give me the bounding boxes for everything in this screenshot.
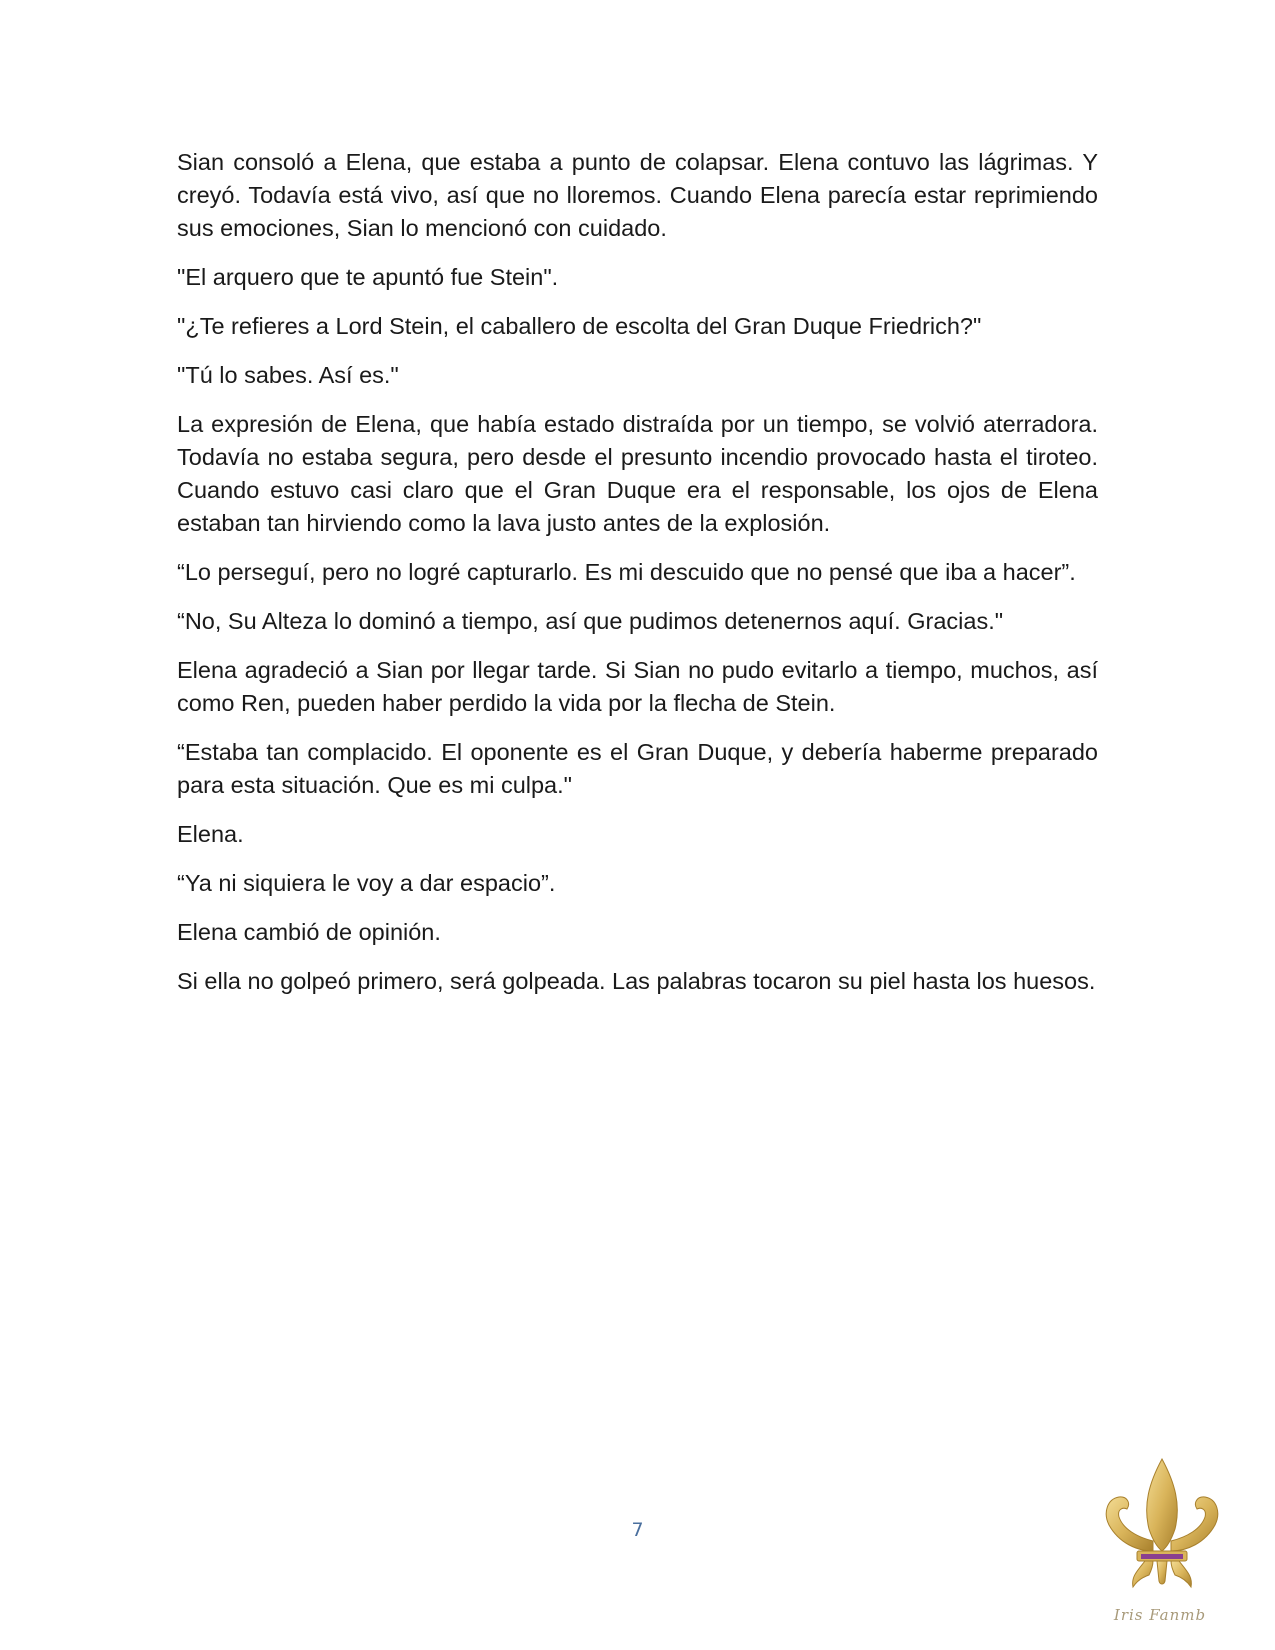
paragraph: Si ella no golpeó primero, será golpeada. Las palabras tocaron su piel hasta los huesos. [177,968,1096,994]
paragraph: Elena. [177,821,244,847]
paragraph: "Tú lo sabes. Así es." [177,362,399,388]
paragraph: La expresión de Elena, que había estado distraída por un tiempo, se volvió aterradora. Todavía no estaba segura, pero desde el presunto incendio provocado hasta el tiroteo. Cuando estuvo casi claro que el Gran Duque era el responsable, los ojos de Elena estaban tan hirviendo como la lava justo antes de la explosión. [177,411,1098,536]
paragraph: Elena agradeció a Sian por llegar tarde. Si Sian no pudo evitarlo a tiempo, muchos, así como Ren, pueden haber perdido la vida por la flecha de Stein. [177,657,1098,716]
paragraph: "El arquero que te apuntó fue Stein". [177,264,559,290]
paragraph: "¿Te refieres a Lord Stein, el caballero de escolta del Gran Duque Friedrich?" [177,313,982,339]
paragraph: “Lo perseguí, pero no logré capturarlo. Es mi descuido que no pensé que iba a hacer”. [177,559,1076,585]
paragraph: “Ya ni siquiera le voy a dar espacio”. [177,870,556,896]
fleur-de-lis-icon [1097,1455,1227,1630]
document-body [177,146,1098,1014]
paragraph: Sian consoló a Elena, que estaba a punto de colapsar. Elena contuvo las lágrimas. Y creyó. Todavía está vivo, así que no lloremos. Cuando Elena parecía estar reprimiendo sus emociones, Sian lo mencionó con cuidado. [177,149,1098,241]
logo-signature: Iris Fanmb [1113,1606,1207,1624]
paragraph: “No, Su Alteza lo dominó a tiempo, así que pudimos detenernos aquí. Gracias." [177,608,1004,634]
paragraph: Elena cambió de opinión. [177,919,441,945]
page-number: 7 [631,1519,644,1541]
paragraph: “Estaba tan complacido. El oponente es el Gran Duque, y debería haberme preparado para esta situación. Que es mi culpa." [177,739,1098,798]
